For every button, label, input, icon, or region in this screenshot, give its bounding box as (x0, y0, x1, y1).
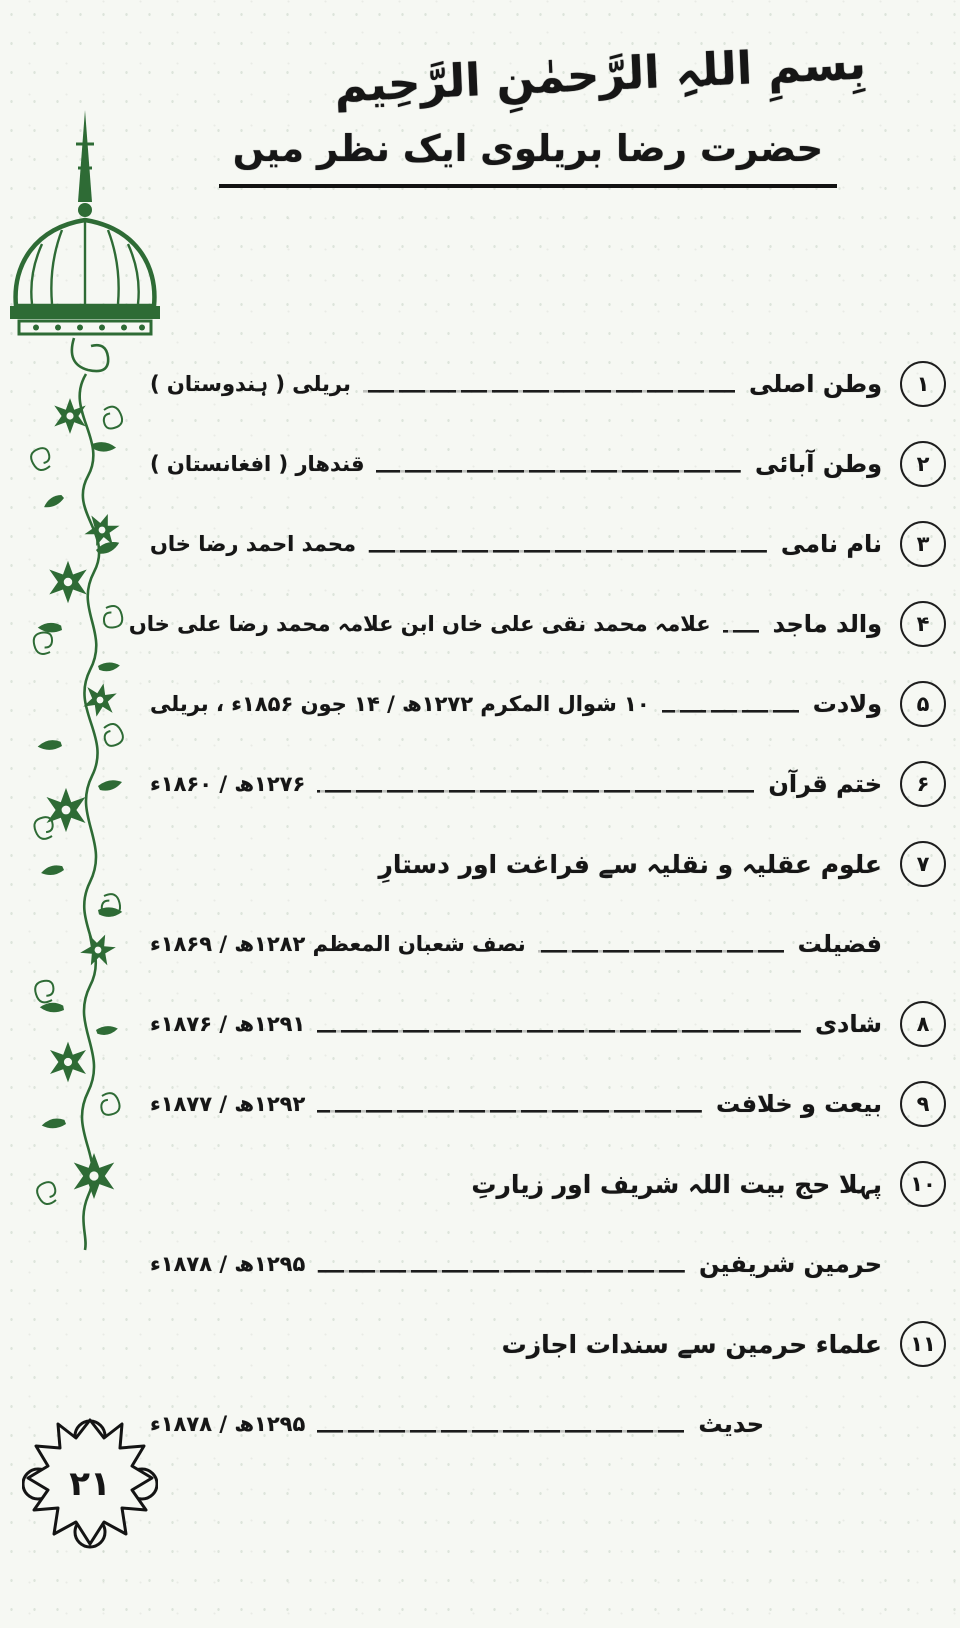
list-item (150, 1144, 946, 1224)
item-number-circle (900, 361, 946, 407)
item-label: وطن آبائی (754, 450, 882, 478)
item-number-circle (900, 1081, 946, 1127)
item-label: فضیلت (797, 930, 882, 958)
item-number: ۷ (916, 851, 930, 876)
item-value: علامہ محمد نقی علی خاں ابن علامہ محمد رضا علی خاں (128, 612, 711, 636)
item-label: پہلا حج بیت اللہ شریف اور زیارتِ (471, 1169, 882, 1199)
item-number-circle (900, 601, 946, 647)
list-item (150, 1304, 946, 1384)
item-number: ۴ (916, 611, 930, 636)
item-number: ۲ (916, 451, 930, 476)
page-number: ۲۱ (69, 1464, 111, 1504)
list-item (150, 824, 946, 904)
item-label: بیعت و خلافت (715, 1090, 882, 1118)
list-item (150, 1224, 946, 1304)
list-item (150, 504, 946, 584)
item-number: ۱۰ (910, 1171, 936, 1196)
item-number: ۳ (916, 531, 930, 556)
item-number: ۱ (916, 371, 930, 396)
item-value: محمد احمد رضا خاں (150, 532, 357, 556)
item-number-circle (900, 1001, 946, 1047)
left-ornament (6, 110, 174, 1260)
item-value: ۱۰ شوال المکرم ۱۲۷۲ھ / ۱۴ جون ۱۸۵۶ء ، بریلی (150, 692, 650, 716)
item-label: ختم قرآن (768, 770, 882, 798)
item-number: ۵ (916, 691, 930, 716)
item-label: ولادت (812, 690, 882, 718)
item-number-circle (900, 841, 946, 887)
item-value: قندھار ( افغانستان ) (150, 452, 365, 476)
leader-line (363, 390, 735, 393)
leader-line (538, 950, 784, 953)
item-number-circle (900, 681, 946, 727)
leader-line (662, 710, 799, 713)
item-label: حرمین شریفین (698, 1250, 882, 1278)
item-value: ۱۲۹۵ھ / ۱۸۷۸ء (150, 1412, 306, 1436)
list-item (150, 424, 946, 504)
biography-list (128, 344, 946, 1464)
item-value: ۱۲۹۲ھ / ۱۸۷۷ء (150, 1092, 306, 1116)
leader-line (317, 1430, 684, 1433)
leader-line (368, 550, 767, 553)
item-label: نام نامی (780, 530, 882, 558)
item-label: علوم عقلیہ و نقلیہ سے فراغت اور دستارِ (378, 849, 882, 879)
list-item (150, 984, 946, 1064)
list-item (150, 1384, 946, 1464)
leader-line (723, 630, 759, 633)
item-number: ۱۱ (910, 1331, 936, 1356)
item-label: والد ماجد (772, 610, 882, 638)
item-value: ۱۲۹۱ھ / ۱۸۷۶ء (150, 1012, 306, 1036)
title-wrap (130, 127, 926, 188)
item-label: شادی (815, 1010, 882, 1038)
bismillah-calligraphy: بِسمِ اللہِ الرَّحمٰنِ الرَّحِیم (333, 36, 867, 113)
leader-line (317, 790, 754, 793)
list-item (150, 904, 946, 984)
item-number-circle (900, 1161, 946, 1207)
item-number: ۸ (916, 1011, 930, 1036)
leader-line (317, 1030, 801, 1033)
page-title: حضرت رضا بریلوی ایک نظر میں (219, 127, 837, 188)
floral-vine-icon (29, 374, 125, 1250)
page-number-badge (22, 1392, 158, 1578)
item-value: ۱۲۷۶ھ / ۱۸۶۰ء (150, 772, 306, 796)
item-number-circle (900, 761, 946, 807)
list-item (128, 584, 946, 664)
list-item (150, 344, 946, 424)
item-value: نصف شعبان المعظم ۱۲۸۲ھ / ۱۸۶۹ء (150, 932, 526, 956)
list-item (150, 744, 946, 824)
item-number: ۹ (916, 1091, 930, 1116)
item-number-circle (900, 441, 946, 487)
item-number: ۶ (916, 771, 930, 796)
item-value: ۱۲۹۵ھ / ۱۸۷۸ء (150, 1252, 306, 1276)
page-content (128, 36, 946, 1588)
item-number-circle (900, 521, 946, 567)
item-number-circle (900, 1321, 946, 1367)
leader-line (317, 1270, 685, 1273)
leader-line (376, 470, 741, 473)
item-label: علماء حرمین سے سندات اجازت (501, 1329, 882, 1359)
list-item (150, 664, 946, 744)
item-label: حدیث (698, 1410, 764, 1438)
leader-line (317, 1110, 702, 1113)
list-item (150, 1064, 946, 1144)
item-value: بریلی ( ہندوستان ) (150, 372, 351, 396)
item-label: وطن اصلی (749, 370, 882, 398)
